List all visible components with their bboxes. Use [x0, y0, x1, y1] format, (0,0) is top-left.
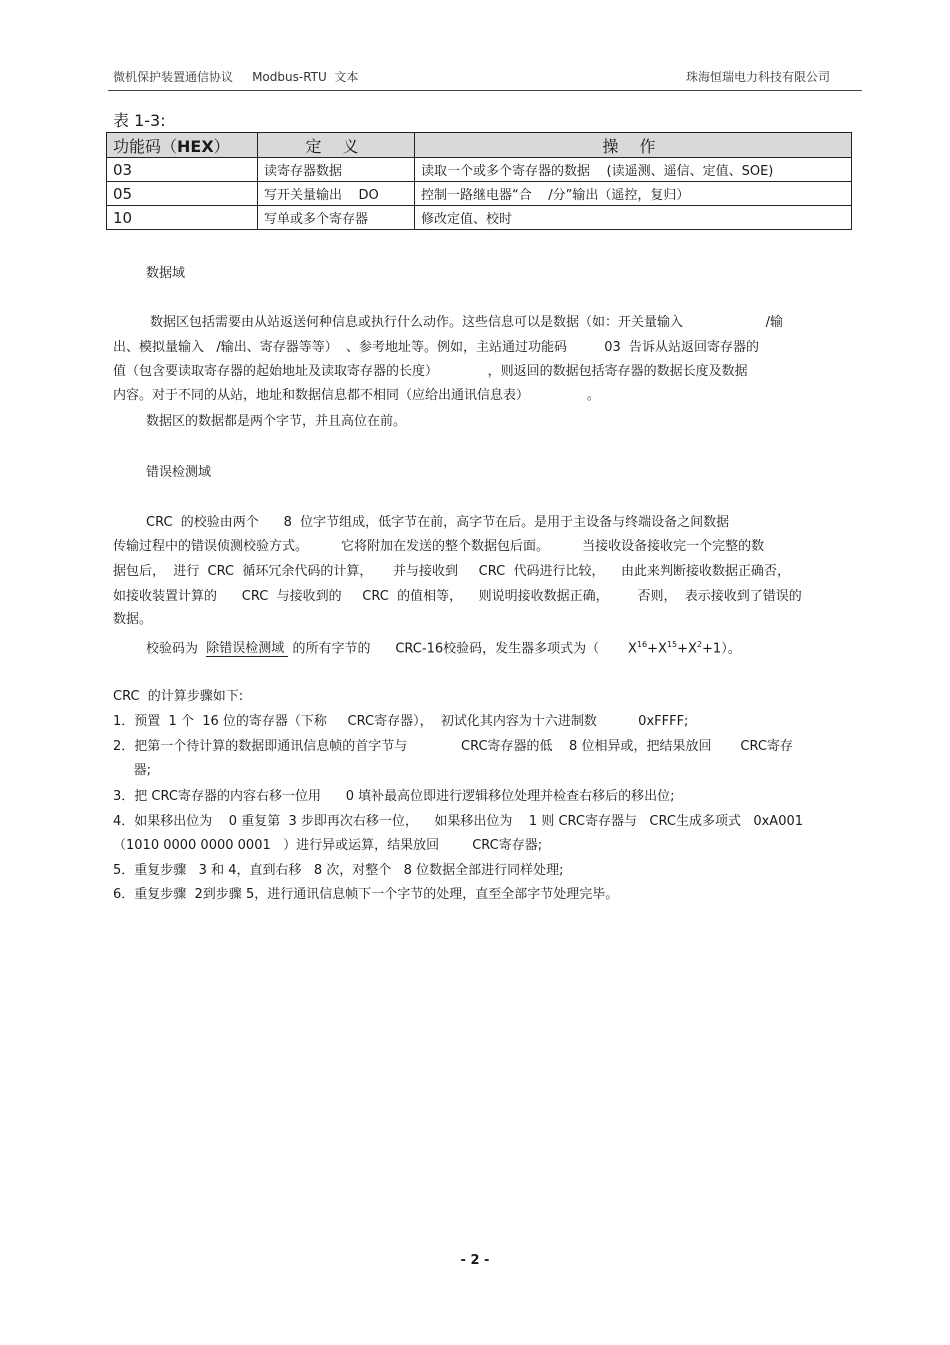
cell-operation: 修改定值、校时 [415, 206, 852, 230]
table-caption: 表 1-3: [113, 111, 166, 130]
cell-operation: 控制一路继电器“合 /分”输出（遥控，复归） [415, 182, 852, 206]
error-field-line: 如接收装置计算的 CRC 与接收到的 CRC 的值相等， 则说明接收数据正确， 否则， 表示接收到了错误的 [113, 589, 802, 604]
error-field-line: 数据。 [113, 612, 153, 627]
cell-code: 05 [107, 182, 258, 206]
table-row [107, 206, 852, 230]
table-row [107, 182, 852, 206]
data-field-heading: 数据域 [146, 266, 186, 281]
crc-step-continuation: 器; [113, 763, 152, 778]
data-field-line: 值（包含要读取寄存器的起始地址及读取寄存器的长度） ，则返回的数据包括寄存器的数据长度及数据 [113, 364, 748, 379]
crc-step: 2．把第一个待计算的数据即通讯信息帧的首字节与 CRC寄存器的低 8 位相异或，把结果放回 CRC寄存 [113, 739, 793, 754]
crc-step: 1．预置 1 个 16 位的寄存器（下称 CRC寄存器）， 初试化其内容为十六进制数 0xFFFF; [113, 714, 689, 729]
data-field-line: 数据区包括需要由从站返送何种信息或执行什么动作。这些信息可以是数据（如：开关量输入 /输 [150, 315, 784, 330]
function-code-table [106, 132, 852, 230]
header-rule [108, 90, 862, 91]
cell-code: 10 [107, 206, 258, 230]
header-left: 微机保护装置通信协议 Modbus-RTU 文本 [113, 70, 359, 84]
underlined-term: 除错误检测域 [206, 641, 289, 657]
crc-step: 6．重复步骤 2到步骤 5，进行通讯信息帧下一个字节的处理，直至全部字节处理完毕。 [113, 887, 619, 902]
data-field-line: 内容。对于不同的从站，地址和数据信息都不相同（应给出通讯信息表） 。 [113, 388, 600, 403]
header-function-code: 功能码（HEX） [107, 133, 258, 158]
error-field-line: 传输过程中的错误侦测校验方式。 它将附加在发送的整个数据包后面。 当接收设备接收完一个完整的数 [113, 539, 765, 554]
crc-step: 3．把 CRC寄存器的内容右移一位用 0 填补最高位即进行逻辑移位处理并检查右移后的移出位; [113, 789, 675, 804]
crc-step: 4．如果移出位为 0 重复第 3 步即再次右移一位， 如果移出位为 1 则 CRC寄存器与 CRC生成多项式 0xA001 [113, 814, 804, 829]
cell-operation: 读取一个或多个寄存器的数据 (读遥测、遥信、定值、SOE) [415, 158, 852, 182]
crc-step: 5．重复步骤 3 和 4，直到右移 8 次，对整个 8 位数据全部进行同样处理; [113, 863, 564, 878]
table-header-row [107, 133, 852, 158]
cell-definition: 读寄存器数据 [258, 158, 415, 182]
crc-step-continuation: （1010 0000 0000 0001 ）进行异或运算，结果放回 CRC寄存器; [113, 838, 543, 853]
data-field-line: 数据区的数据都是两个字节，并且高位在前。 [146, 414, 407, 429]
page-number: - 2 - [460, 1253, 490, 1268]
crc-polynomial-line: 校验码为 除错误检测域 的所有字节的 CRC-16校验码，发生器多项式为（ $X^{16}+X^{15}+X^2+1$）。 [146, 640, 741, 657]
cell-code: 03 [107, 158, 258, 182]
error-field-line: CRC 的校验由两个 8 位字节组成，低字节在前，高字节在后。是用于主设备与终端设备之间数据 [146, 515, 730, 530]
cell-definition: 写开关量输出 DO [258, 182, 415, 206]
header-right: 珠海恒瑞电力科技有限公司 [685, 70, 830, 84]
data-field-line: 出、模拟量输入 /输出、寄存器等等） 、参考地址等。例如，主站通过功能码 03 告诉从站返回寄存器的 [113, 340, 760, 355]
crc-steps-intro: CRC 的计算步骤如下: [113, 689, 244, 704]
error-field-heading: 错误检测域 [146, 465, 212, 480]
header-operation: 操 作 [415, 133, 852, 158]
cell-definition: 写单或多个寄存器 [258, 206, 415, 230]
error-field-line: 据包后， 进行 CRC 循环冗余代码的计算， 并与接收到 CRC 代码进行比较， 由此来判断接收数据正确否， [113, 564, 790, 579]
table-row [107, 158, 852, 182]
header-definition: 定 义 [258, 133, 415, 158]
